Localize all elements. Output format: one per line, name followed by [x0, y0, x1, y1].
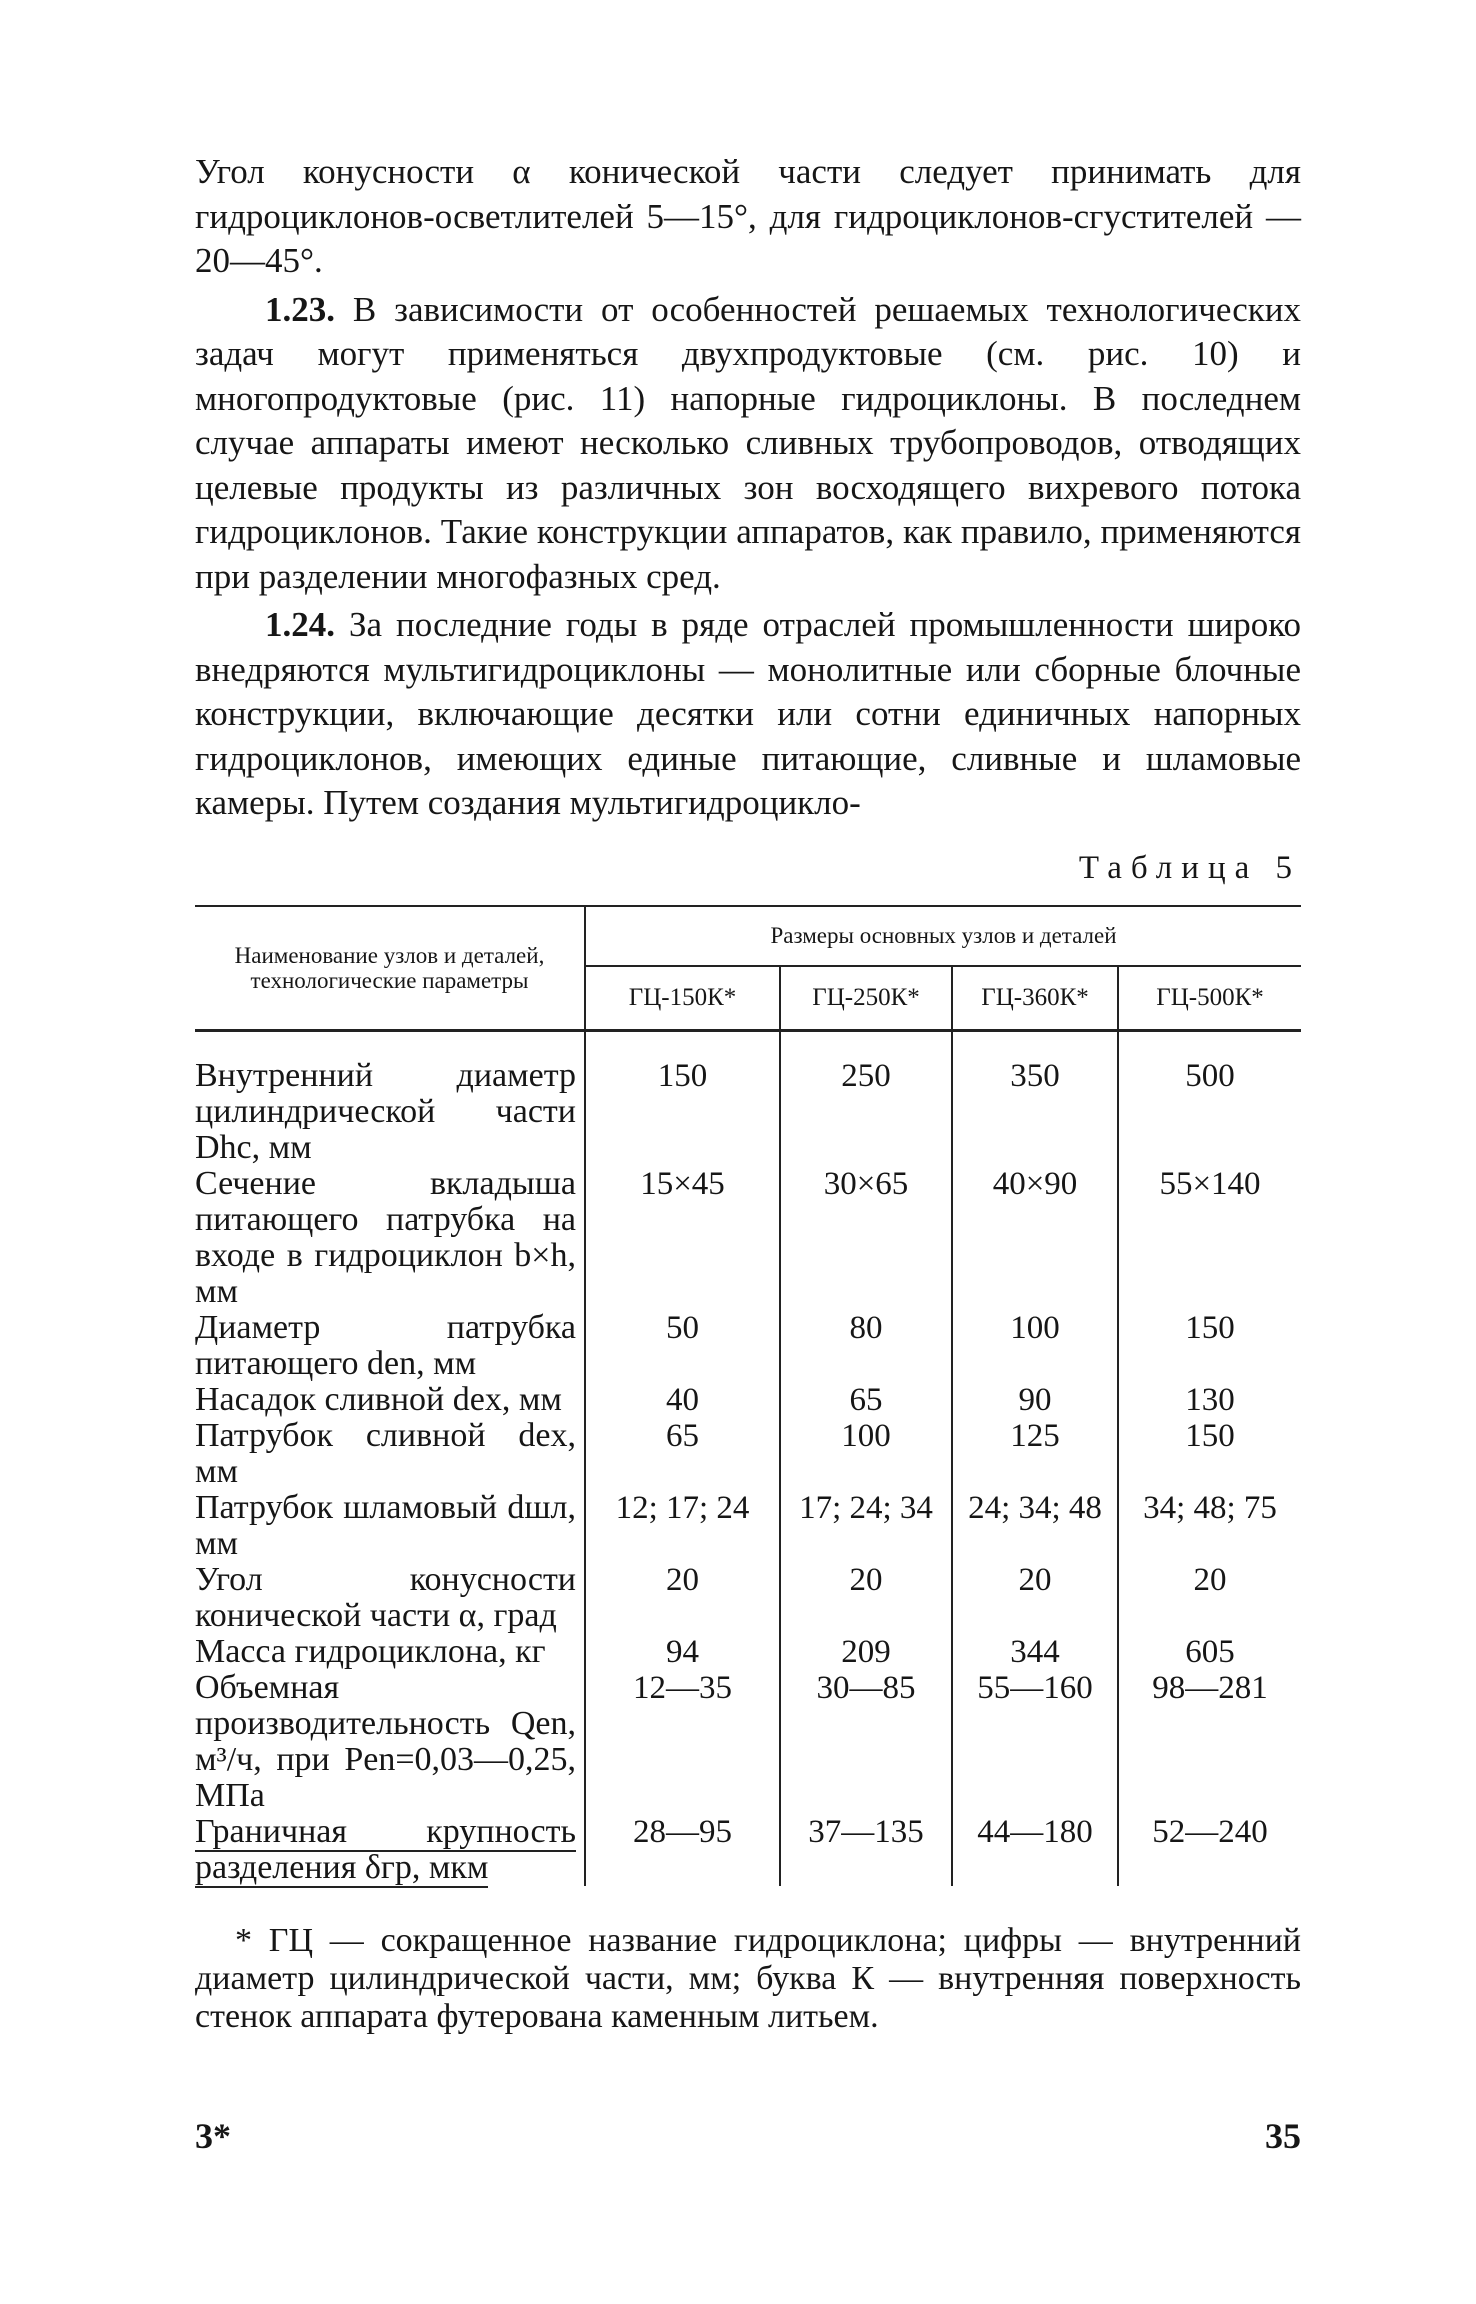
table-cell: 12; 17; 24: [585, 1490, 780, 1562]
table-cell: 20: [1118, 1562, 1301, 1634]
table-footnote: * ГЦ — сокращенное название гидроциклона; цифры — внутренний диаметр цилиндрической части, мм; буква К — внутренняя поверхность стенок аппарата футерована каменным литьем.: [195, 1921, 1301, 2035]
table-cell: 55—160: [952, 1670, 1118, 1814]
table-cell: 65: [780, 1382, 952, 1418]
table-cell: 12—35: [585, 1670, 780, 1814]
table-cell: 605: [1118, 1634, 1301, 1670]
spec-table: [195, 905, 1301, 1886]
row-name: Патрубок сливной dex, мм: [195, 1416, 576, 1490]
table-row: [195, 1814, 1301, 1886]
table-cell: 40: [585, 1382, 780, 1418]
table-cell: 52—240: [1118, 1814, 1301, 1886]
page-number: 35: [1265, 2116, 1301, 2156]
table-cell: 40×90: [952, 1166, 1118, 1310]
row-name: Внутренний диаметр цилиндрической части Dhc, мм: [195, 1056, 576, 1166]
signature-mark: 3*: [195, 2116, 231, 2156]
table-cell: 344: [952, 1634, 1118, 1670]
table-row: [195, 1490, 1301, 1562]
paragraph-1-24: [195, 603, 1301, 826]
table-row: [195, 1166, 1301, 1310]
table-cell: 80: [780, 1310, 952, 1382]
table-cell: 125: [952, 1418, 1118, 1490]
table-cell: 150: [1118, 1310, 1301, 1382]
paragraph-1-23: [195, 288, 1301, 600]
table-row: [195, 1562, 1301, 1634]
column-header: ГЦ-500К*: [1118, 966, 1301, 1031]
table-cell: 250: [780, 1030, 952, 1166]
table-caption: Таблица 5: [1078, 849, 1301, 886]
table-cell: 209: [780, 1634, 952, 1670]
table-cell: 65: [585, 1418, 780, 1490]
table-cell: 100: [952, 1310, 1118, 1382]
table-row: [195, 1382, 1301, 1418]
table-row: [195, 1634, 1301, 1670]
table-cell: 28—95: [585, 1814, 780, 1886]
row-name: Сечение вкладыша питающего патрубка на входе в гидроциклон b×h, мм: [195, 1164, 576, 1310]
table-cell: 20: [780, 1562, 952, 1634]
table-cell: 500: [1118, 1030, 1301, 1166]
table-row: [195, 1670, 1301, 1814]
table-cell: 34; 48; 75: [1118, 1490, 1301, 1562]
row-name: Диаметр патрубка питающего den, мм: [195, 1308, 576, 1382]
table-cell: 100: [780, 1418, 952, 1490]
column-header: ГЦ-150К*: [585, 966, 780, 1031]
page-content: [195, 150, 1301, 2036]
table-cell: 30×65: [780, 1166, 952, 1310]
row-name: Масса гидроциклона, кг: [195, 1632, 546, 1670]
table-cell: 44—180: [952, 1814, 1118, 1886]
table-cell: 55×140: [1118, 1166, 1301, 1310]
section-number: 1.24.: [265, 605, 335, 644]
section-number: 1.23.: [265, 289, 335, 329]
row-name: [195, 1814, 585, 1886]
table-cell: 37—135: [780, 1814, 952, 1886]
column-header: ГЦ-250К*: [780, 966, 952, 1031]
paragraph-text: За последние годы в ряде отраслей промышленности широко внедряются мультигидроциклоны — монолитные или сборные блочные конструкции, включающие десятки или сотни единичных напорных гидроциклонов, имеющих единые питающие, сливные и шламовые камеры. Путем создания мультигидроцикло-: [195, 605, 1301, 822]
column-header: ГЦ-360К*: [952, 966, 1118, 1031]
row-header: Наименование узлов и деталей, технологические параметры: [195, 906, 585, 1031]
row-name-text: Граничная крупность разделения δгр, мкм: [195, 1812, 576, 1886]
table-cell: 15×45: [585, 1166, 780, 1310]
table-cell: 20: [585, 1562, 780, 1634]
table-cell: 150: [1118, 1418, 1301, 1490]
row-name: Насадок сливной dex, мм: [195, 1380, 562, 1418]
row-name: Угол конусности конической части α, град: [195, 1560, 576, 1634]
row-name: Объемная производительность Qen, м³/ч, при Pen=0,03—0,25, МПа: [195, 1668, 576, 1814]
table-row: [195, 1418, 1301, 1490]
table-cell: 17; 24; 34: [780, 1490, 952, 1562]
table-cell: 30—85: [780, 1670, 952, 1814]
table-row: [195, 1030, 1301, 1166]
paragraph-cone-angle: Угол конусности α конической части следует принимать для гидроциклонов-осветлителей 5—15°, для гидроциклонов-сгустителей — 20—45°.: [195, 152, 1301, 280]
row-name: Патрубок шламовый dшл, мм: [195, 1488, 576, 1562]
table-cell: 150: [585, 1030, 780, 1166]
table-cell: 130: [1118, 1382, 1301, 1418]
table-cell: 98—281: [1118, 1670, 1301, 1814]
table-cell: 24; 34; 48: [952, 1490, 1118, 1562]
table-row: [195, 1310, 1301, 1382]
table-cell: 20: [952, 1562, 1118, 1634]
table-cell: 90: [952, 1382, 1118, 1418]
table-cell: 350: [952, 1030, 1118, 1166]
paragraph-text: В зависимости от особенностей решаемых технологических задач могут применяться двухпродуктовые (см. рис. 10) и многопродуктовые (рис. 11) напорные гидроциклоны. В последнем случае аппараты имеют несколько сливных трубопроводов, отводящих целевые продукты из различных зон восходящего вихревого потока гидроциклонов. Такие конструкции аппаратов, как правило, применяются при разделении многофазных сред.: [195, 289, 1301, 596]
table-cell: 94: [585, 1634, 780, 1670]
table-cell: 50: [585, 1310, 780, 1382]
group-header: Размеры основных узлов и деталей: [585, 906, 1301, 966]
